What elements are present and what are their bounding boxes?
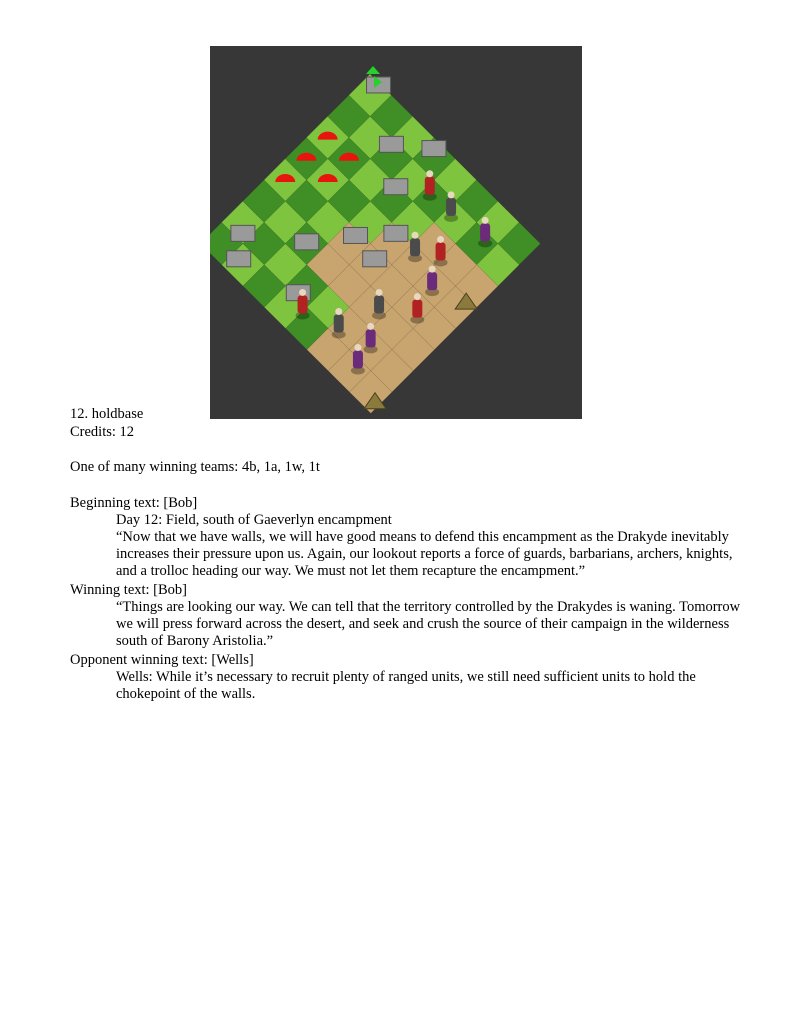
map-screenshot	[210, 46, 582, 419]
unit-head-icon	[299, 289, 306, 296]
unit-head-icon	[426, 170, 433, 177]
unit-figure-icon	[425, 177, 435, 195]
unit-head-icon	[437, 236, 444, 243]
unit-head-icon	[376, 289, 383, 296]
opponent-label: Opponent winning text: [Wells]	[70, 652, 254, 668]
unit-figure-icon	[446, 198, 456, 216]
stone-wall-icon	[384, 179, 408, 195]
stone-wall-icon	[379, 136, 403, 152]
unit-head-icon	[335, 308, 342, 315]
stone-wall-icon	[384, 225, 408, 241]
stone-wall-icon	[422, 141, 446, 157]
stone-wall-icon	[367, 77, 391, 93]
unit-figure-icon	[334, 315, 344, 333]
winning-label: Winning text: [Bob]	[70, 582, 188, 598]
map-image	[210, 46, 582, 419]
beginning-label: Beginning text: [Bob]	[70, 495, 198, 511]
unit-figure-icon	[436, 242, 446, 260]
unit-head-icon	[482, 217, 489, 224]
stone-wall-icon	[344, 227, 368, 243]
unit-figure-icon	[353, 351, 363, 369]
unit-figure-icon	[427, 272, 437, 290]
winning-team-line: One of many winning teams: 4b, 1a, 1w, 1t	[70, 459, 320, 475]
beginning-body: “Now that we have walls, we will have good means to defend this encampment as the Drakyde inevitably increases their pressure upon us. Again, our lookout reports a force of guards, barbarians, archers, knights, and a trolloc heading our way. We must not let them recapture the encampment.”	[116, 529, 733, 579]
scenario-title: 12. holdbase	[70, 406, 144, 422]
unit-head-icon	[448, 191, 455, 198]
beginning-day: Day 12: Field, south of Gaeverlyn encampment	[116, 512, 392, 528]
unit-figure-icon	[366, 329, 376, 347]
unit-figure-icon	[480, 223, 490, 241]
unit-head-icon	[429, 266, 436, 273]
credits-line: Credits: 12	[70, 424, 135, 440]
unit-head-icon	[414, 293, 421, 300]
unit-figure-icon	[374, 295, 384, 313]
opponent-body: Wells: While it’s necessary to recruit plenty of ranged units, we still need sufficient units to hold the chokepoint of the walls.	[116, 669, 696, 702]
unit-head-icon	[367, 323, 374, 330]
stone-wall-icon	[231, 225, 255, 241]
unit-head-icon	[412, 232, 419, 239]
winning-body: “Things are looking our way. We can tell that the territory controlled by the Drakydes is waning. Tomorrow we will press forward across the desert, and seek and crush the source of their campaign in the wilderness south of Barony Aristolia.”	[116, 599, 741, 649]
stone-wall-icon	[295, 234, 319, 250]
stone-wall-icon	[363, 251, 387, 267]
unit-figure-icon	[410, 238, 420, 256]
unit-figure-icon	[298, 295, 308, 313]
unit-figure-icon	[412, 300, 422, 318]
stone-wall-icon	[227, 251, 251, 267]
unit-head-icon	[354, 344, 361, 351]
